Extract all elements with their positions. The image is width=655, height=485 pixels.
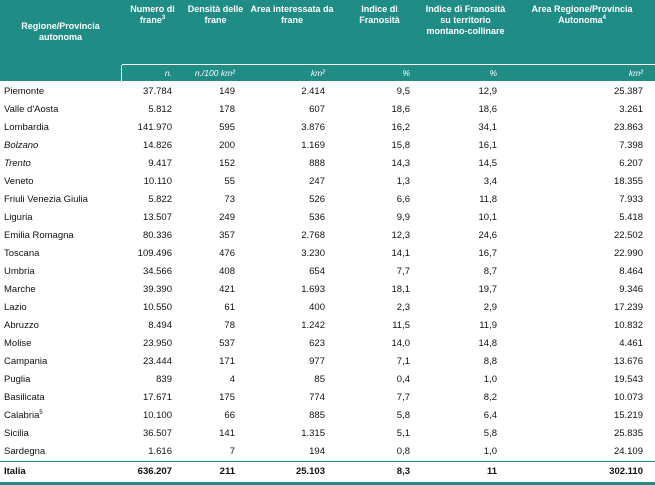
cell-count: 23.444 (142, 356, 172, 367)
cell-density: 249 (219, 212, 235, 223)
row-name-text: Calabria (4, 410, 40, 421)
cell-area: 654 (309, 266, 325, 277)
row-name (0, 389, 121, 407)
cell-region-area: 19.543 (613, 374, 643, 385)
cell-area: 607 (309, 104, 325, 115)
cell-count: 10.100 (142, 410, 172, 421)
cell-area: 885 (309, 410, 325, 421)
cell-index: 12,3 (391, 230, 410, 241)
cell-density: 175 (219, 392, 235, 403)
cell-area: 3.876 (301, 122, 325, 133)
cell-density: 178 (219, 104, 235, 115)
row-name (0, 191, 121, 209)
table-row (0, 317, 655, 335)
table-header (0, 0, 655, 81)
cell-index: 7,7 (396, 266, 410, 277)
cell-area: 774 (309, 392, 325, 403)
cell-count: 10.110 (143, 176, 172, 187)
cell-region-area: 6.207 (619, 158, 643, 169)
cell-index: 5,1 (396, 428, 410, 439)
cell-region-area: 5.418 (619, 212, 643, 223)
cell-region-area: 8.464 (619, 266, 643, 277)
row-name-text: Bolzano (4, 140, 39, 151)
cell-count: 1.616 (148, 446, 172, 457)
cell-density: 149 (219, 86, 235, 97)
row-name (0, 245, 121, 263)
cell-region-area: 25.387 (613, 86, 643, 97)
cell-density: 73 (224, 194, 235, 205)
unit-density: n./100 km² (184, 64, 247, 81)
cell-density: 55 (224, 176, 235, 187)
cell-area: 194 (309, 446, 325, 457)
row-name-text: Marche (4, 284, 36, 295)
cell-density: 200 (219, 140, 235, 151)
table-row (0, 407, 655, 425)
row-name-text: Toscana (4, 248, 40, 259)
total-area: 25.103 (247, 462, 337, 483)
cell-density: 476 (219, 248, 235, 259)
header-landslide-density: Densità delle frane (184, 0, 247, 64)
cell-index: 2,3 (396, 302, 410, 313)
cell-density: 7 (229, 446, 235, 457)
cell-mountain-index: 6,4 (483, 410, 497, 421)
cell-index: 15,8 (391, 140, 410, 151)
row-name-text: Sicilia (4, 428, 29, 439)
cell-region-area: 13.676 (613, 356, 643, 367)
row-name-text: Abruzzo (4, 320, 39, 331)
total-name: Italia (0, 462, 121, 483)
table-row (0, 191, 655, 209)
cell-region-area: 22.502 (613, 230, 643, 241)
row-name-text: Basilicata (4, 392, 45, 403)
cell-mountain-index: 1,0 (483, 446, 497, 457)
cell-count: 37.784 (142, 86, 172, 97)
cell-index: 11,5 (392, 320, 410, 331)
cell-area: 888 (309, 158, 325, 169)
header-note-3: 3 (161, 15, 166, 21)
cell-count: 141.970 (137, 122, 172, 133)
cell-index: 9,5 (396, 86, 410, 97)
table-row (0, 263, 655, 281)
cell-region-area: 23.863 (613, 122, 643, 133)
row-name-text: Emilia Romagna (4, 230, 74, 241)
cell-mountain-index: 24,6 (478, 230, 497, 241)
row-name (0, 281, 121, 299)
total-density: 211 (184, 462, 247, 483)
row-name-text: Veneto (4, 176, 34, 187)
cell-count: 109.496 (137, 248, 172, 259)
cell-region-area: 24.109 (613, 446, 643, 457)
cell-mountain-index: 8,8 (483, 356, 497, 367)
cell-count: 39.390 (142, 284, 172, 295)
cell-region-area: 10.073 (613, 392, 643, 403)
unit-region (0, 64, 121, 81)
cell-mountain-index: 8,7 (483, 266, 497, 277)
table-row (0, 227, 655, 245)
cell-index: 0,8 (396, 446, 410, 457)
cell-density: 61 (224, 302, 235, 313)
cell-density: 357 (219, 230, 235, 241)
cell-mountain-index: 10,1 (478, 212, 497, 223)
table-row (0, 81, 655, 101)
cell-index: 14,1 (391, 248, 410, 259)
cell-mountain-index: 14,8 (478, 338, 497, 349)
cell-density: 66 (224, 410, 235, 421)
row-name-text: Umbria (4, 266, 35, 277)
cell-area: 247 (309, 176, 325, 187)
table-row (0, 443, 655, 462)
row-name (0, 119, 121, 137)
row-name (0, 371, 121, 389)
cell-mountain-index: 19,7 (478, 284, 497, 295)
cell-index: 6,6 (396, 194, 410, 205)
cell-region-area: 7.398 (619, 140, 643, 151)
header-region-area: Area Regione/Provincia Autonoma$^4$ (509, 0, 655, 64)
cell-mountain-index: 1,0 (483, 374, 497, 385)
cell-density: 152 (219, 158, 235, 169)
cell-area: 1.315 (301, 428, 325, 439)
cell-mountain-index: 11,8 (479, 194, 497, 205)
cell-mountain-index: 14,5 (478, 158, 497, 169)
unit-mountain-index: % (422, 64, 509, 81)
table-row (0, 137, 655, 155)
cell-count: 9.417 (148, 158, 172, 169)
cell-index: 7,1 (396, 356, 410, 367)
cell-index: 0,4 (396, 374, 410, 385)
cell-area: 1.693 (301, 284, 325, 295)
row-name (0, 227, 121, 245)
row-name (0, 173, 121, 191)
cell-count: 8.494 (148, 320, 172, 331)
cell-count: 14.826 (142, 140, 172, 151)
cell-index: 9,9 (396, 212, 410, 223)
row-name-text: Lombardia (4, 122, 49, 133)
table-body (0, 81, 655, 462)
cell-count: 34.566 (142, 266, 172, 277)
row-name-text: Campania (4, 356, 48, 367)
cell-index: 5,8 (396, 410, 410, 421)
cell-density: 141 (219, 428, 235, 439)
cell-region-area: 7.933 (619, 194, 643, 205)
row-name (0, 263, 121, 281)
cell-count: 23.950 (142, 338, 172, 349)
table-row (0, 101, 655, 119)
cell-mountain-index: 12,9 (478, 86, 497, 97)
row-name-text: Friuli Venezia Giulia (4, 194, 88, 205)
row-name (0, 137, 121, 155)
cell-area: 85 (314, 374, 325, 385)
cell-index: 18,1 (391, 284, 410, 295)
cell-density: 537 (219, 338, 235, 349)
row-name (0, 443, 121, 462)
cell-region-area: 17.239 (613, 302, 643, 313)
header-landslide-index: Indice di Franosità (337, 0, 422, 64)
row-name (0, 299, 121, 317)
units-row (0, 64, 655, 81)
cell-area: 1.169 (301, 140, 325, 151)
cell-index: 14,0 (391, 338, 410, 349)
row-name-text: Lazio (4, 302, 27, 313)
table-row (0, 209, 655, 227)
cell-mountain-index: 34,1 (478, 122, 497, 133)
row-name (0, 425, 121, 443)
unit-region-area: km² (509, 64, 655, 81)
row-name-text: Molise (4, 338, 32, 349)
cell-area: 2.768 (301, 230, 325, 241)
row-name (0, 155, 121, 173)
cell-index: 1,3 (396, 176, 410, 187)
cell-index: 18,6 (391, 104, 410, 115)
table-row (0, 371, 655, 389)
table-row (0, 299, 655, 317)
cell-mountain-index: 16,1 (478, 140, 497, 151)
header-affected-area: Area interessata da frane (247, 0, 337, 64)
row-name-text: Piemonte (4, 86, 45, 97)
cell-region-area: 4.461 (619, 338, 643, 349)
row-name-text: Sardegna (4, 446, 46, 457)
cell-region-area: 18.355 (613, 176, 643, 187)
cell-mountain-index: 2,9 (483, 302, 497, 313)
cell-mountain-index: 18,6 (478, 104, 497, 115)
unit-index: % (337, 64, 422, 81)
cell-mountain-index: 3,4 (483, 176, 497, 187)
cell-region-area: 9.346 (619, 284, 643, 295)
cell-count: 36.507 (142, 428, 172, 439)
row-name (0, 101, 121, 119)
row-name (0, 335, 121, 353)
total-row (0, 462, 655, 483)
total-mountain-index: 11 (422, 462, 509, 483)
cell-mountain-index: 11,9 (479, 320, 497, 331)
cell-area: 977 (309, 356, 325, 367)
cell-count: 5.822 (148, 194, 172, 205)
unit-count: n. (121, 64, 184, 81)
cell-density: 595 (219, 122, 235, 133)
unit-area: km² (247, 64, 337, 81)
table-row (0, 173, 655, 191)
cell-region-area: 25.835 (613, 428, 643, 439)
row-name (0, 407, 121, 425)
table-row (0, 353, 655, 371)
table-row (0, 155, 655, 173)
row-name-text: Valle d'Aosta (4, 104, 59, 115)
row-note: 5 (39, 409, 43, 416)
cell-region-area: 22.990 (613, 248, 643, 259)
row-name-text: Puglia (4, 374, 31, 385)
header-row (0, 0, 655, 64)
cell-area: 400 (309, 302, 325, 313)
cell-mountain-index: 5,8 (483, 428, 497, 439)
cell-region-area: 15.219 (613, 410, 643, 421)
cell-index: 7,7 (396, 392, 410, 403)
cell-density: 78 (224, 320, 235, 331)
table-row (0, 245, 655, 263)
table-footer (0, 462, 655, 483)
table-row (0, 281, 655, 299)
cell-area: 1.242 (301, 320, 325, 331)
cell-density: 171 (219, 356, 235, 367)
row-name (0, 209, 121, 227)
header-landslide-count: Numero di frane$^3$ (121, 0, 184, 64)
cell-count: 10.550 (142, 302, 172, 313)
row-name-text: Trento (4, 158, 31, 169)
cell-area: 526 (309, 194, 325, 205)
cell-region-area: 10.832 (613, 320, 643, 331)
cell-area: 623 (309, 338, 325, 349)
cell-density: 4 (229, 374, 235, 385)
row-name (0, 81, 121, 101)
table-row (0, 389, 655, 407)
cell-count: 839 (156, 374, 172, 385)
cell-region-area: 3.261 (619, 104, 643, 115)
cell-area: 2.414 (301, 86, 325, 97)
header-note-4: 4 (602, 15, 606, 21)
row-name (0, 353, 121, 371)
cell-area: 3.230 (301, 248, 325, 259)
cell-count: 5.812 (148, 104, 172, 115)
cell-area: 536 (309, 212, 325, 223)
cell-index: 14,3 (391, 158, 410, 169)
cell-density: 408 (219, 266, 235, 277)
row-name-text: Liguria (4, 212, 33, 223)
header-mountain-index: Indice di Franosità su territorio montano-collinare (422, 0, 509, 64)
table-row (0, 425, 655, 443)
total-index: 8,3 (337, 462, 422, 483)
table-row (0, 335, 655, 353)
cell-mountain-index: 16,7 (478, 248, 497, 259)
total-count: 636.207 (121, 462, 184, 483)
table-row (0, 119, 655, 137)
cell-count: 17.671 (142, 392, 172, 403)
cell-count: 13.507 (142, 212, 172, 223)
row-name (0, 317, 121, 335)
header-region: Regione/Provincia autonoma (0, 0, 121, 64)
cell-density: 421 (219, 284, 235, 295)
cell-count: 80.336 (142, 230, 172, 241)
cell-index: 16,2 (391, 122, 410, 133)
total-region-area: 302.110 (509, 462, 655, 483)
cell-mountain-index: 8,2 (483, 392, 497, 403)
